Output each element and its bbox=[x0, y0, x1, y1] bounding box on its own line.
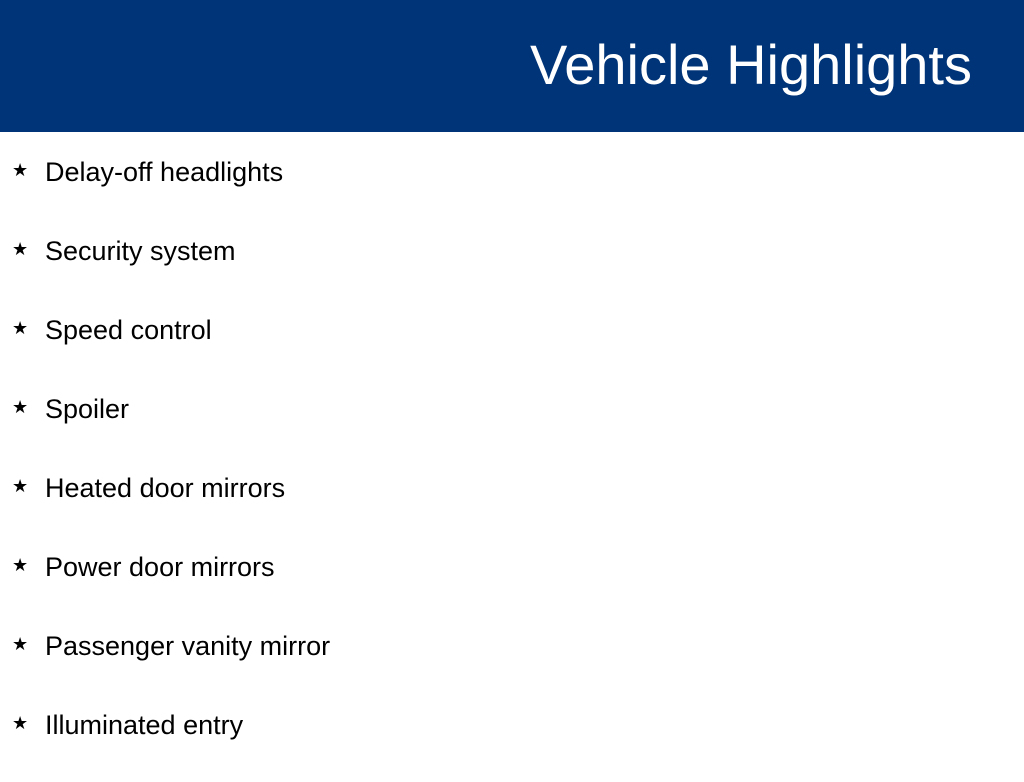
star-icon: ★ bbox=[12, 397, 29, 417]
list-item bbox=[0, 387, 1024, 466]
page-title: Vehicle Highlights bbox=[529, 33, 972, 96]
star-icon: ★ bbox=[12, 713, 29, 733]
list-item-label: Delay-off headlights bbox=[45, 157, 284, 187]
list-item-label: Power door mirrors bbox=[45, 552, 275, 582]
list-item-label: Spoiler bbox=[45, 394, 130, 424]
list-item bbox=[0, 703, 1024, 782]
star-icon: ★ bbox=[12, 555, 29, 575]
list-item bbox=[0, 308, 1024, 387]
star-icon: ★ bbox=[12, 160, 29, 180]
star-icon: ★ bbox=[12, 476, 29, 496]
highlights-list bbox=[0, 150, 1024, 782]
star-icon: ★ bbox=[12, 318, 29, 338]
list-item-label: Heated door mirrors bbox=[45, 473, 286, 503]
list-item bbox=[0, 466, 1024, 545]
star-icon: ★ bbox=[12, 634, 29, 654]
list-item-label: Passenger vanity mirror bbox=[45, 631, 331, 661]
list-item-label: Speed control bbox=[45, 315, 212, 345]
list-item bbox=[0, 229, 1024, 308]
list-item-label: Security system bbox=[45, 236, 236, 266]
header-banner bbox=[0, 0, 1024, 132]
list-item bbox=[0, 624, 1024, 703]
list-item-label: Illuminated entry bbox=[45, 710, 244, 740]
list-item bbox=[0, 545, 1024, 624]
list-item bbox=[0, 150, 1024, 229]
star-icon: ★ bbox=[12, 239, 29, 259]
